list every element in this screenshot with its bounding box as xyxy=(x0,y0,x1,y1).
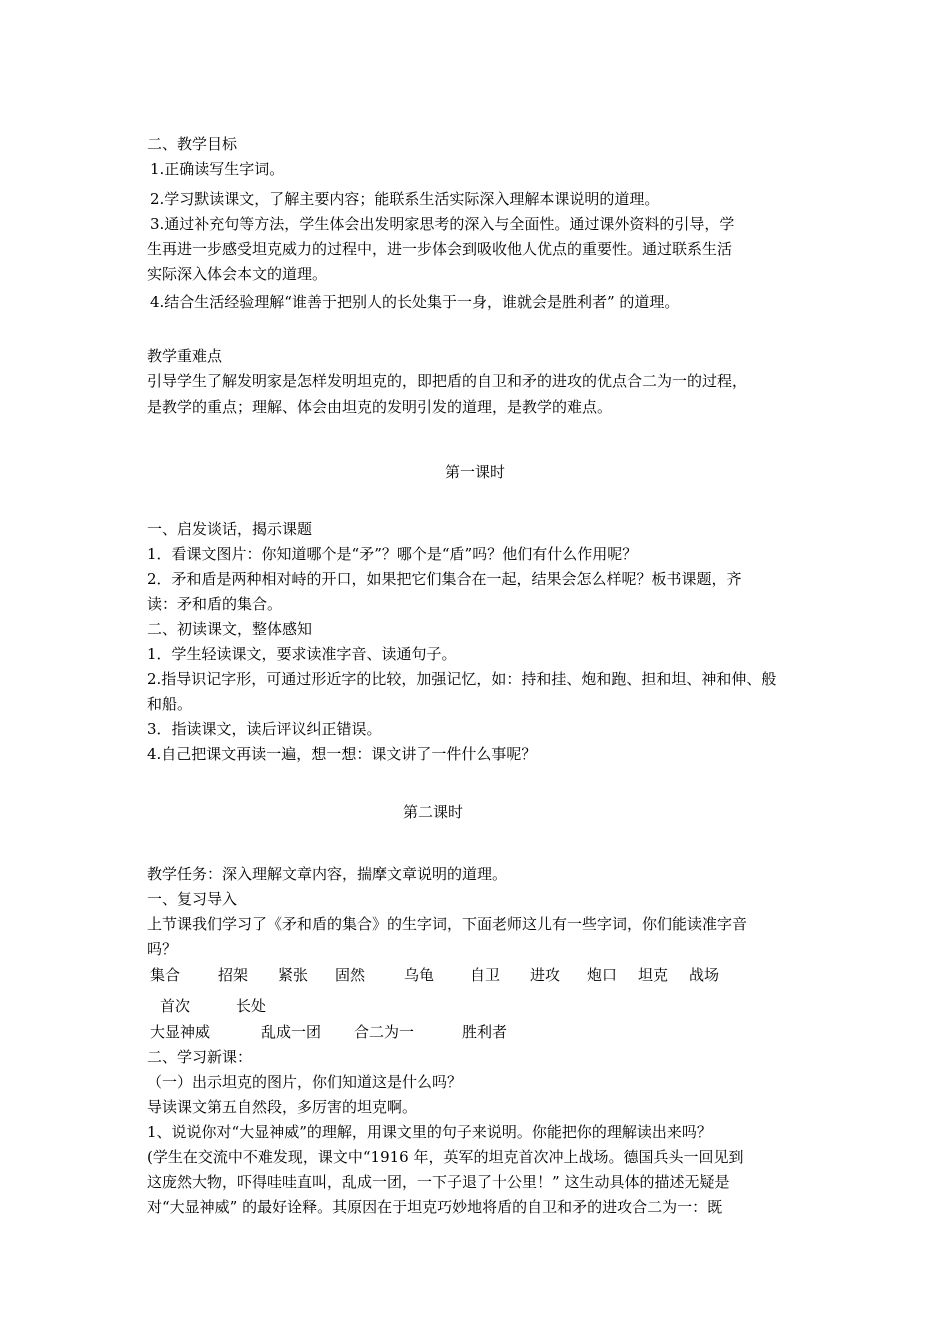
lesson-1-item-2-1: 1．学生轻读课文，要求读准字音、读通句子。 xyxy=(147,645,457,663)
vocab-word: 大显神威 xyxy=(150,1023,211,1041)
vocab-word: 胜利者 xyxy=(462,1023,508,1041)
lesson-1-item-1-1: 1．看课文图片：你知道哪个是“矛”？哪个是“盾”吗？他们有什么作用呢？ xyxy=(147,545,638,563)
goal-item-3-line-2: 生再进一步感受坦克威力的过程中，进一步体会到吸收他人优点的重要性。通过联系生活 xyxy=(147,240,733,258)
lesson-1-item-2-3: 3．指读课文，读后评议纠正错误。 xyxy=(147,720,382,738)
vocab-word: 炮口 xyxy=(587,966,618,984)
goal-item-2: 2.学习默读课文，了解主要内容；能联系生活实际深入理解本课说明的道理。 xyxy=(150,190,660,208)
keypoints-heading: 教学重难点 xyxy=(147,347,223,365)
vocab-word: 进攻 xyxy=(530,966,561,984)
vocab-word: 战场 xyxy=(689,966,720,984)
lesson-2-question-1-line-3: 这庞然大物，吓得哇哇直叫，乱成一团，一下子退了十公里！” 这生动具体的描述无疑是 xyxy=(147,1173,730,1191)
lesson-1-item-2-2-line-2: 和船。 xyxy=(147,695,193,713)
lesson-1-item-1-2-line-1: 2．矛和盾是两种相对峙的开口，如果把它们集合在一起，结果会怎么样呢？板书课题，齐 xyxy=(147,570,742,588)
lesson-2-question-1-line-2: (学生在交流中不难发现，课文中“1916 年，英军的坦克首次冲上战场。德国兵头一回见到 xyxy=(147,1148,744,1166)
vocab-word: 长处 xyxy=(236,997,267,1015)
goals-heading: 二、教学目标 xyxy=(147,135,238,153)
lesson-2-intro-line-1: 上节课我们学习了《矛和盾的集合》的生字词，下面老师这儿有一些字词，你们能读准字音 xyxy=(147,915,748,933)
keypoints-line-1: 引导学生了解发明家是怎样发明坦克的，即把盾的自卫和矛的进攻的优点合二为一的过程， xyxy=(147,372,748,390)
vocab-word: 紧张 xyxy=(278,966,309,984)
vocab-word: 招架 xyxy=(218,966,249,984)
lesson-2-question-1: 1、说说你对“大显神威”的理解，用课文里的句子来说明。你能把你的理解读出来吗？ xyxy=(147,1123,712,1141)
lesson-2-question-1-line-4: 对“大显神威” 的最好诠释。其原因在于坦克巧妙地将盾的自卫和矛的进攻合二为一：既 xyxy=(147,1198,723,1216)
goal-item-4: 4.结合生活经验理解“谁善于把别人的长处集于一身，谁就会是胜利者” 的道理。 xyxy=(150,293,680,311)
vocab-word: 集合 xyxy=(150,966,181,984)
vocab-word: 首次 xyxy=(160,997,191,1015)
lesson-2-task: 教学任务：深入理解文章内容，揣摩文章说明的道理。 xyxy=(147,865,508,883)
lesson-2-section-1-heading: 一、复习导入 xyxy=(147,890,238,908)
vocab-word: 坦克 xyxy=(638,966,669,984)
vocab-word: 固然 xyxy=(335,966,366,984)
lesson-1-item-2-2-line-1: 2.指导识记字形，可通过形近字的比较，加强记忆，如：持和挂、炮和跑、担和坦、神和伸、般 xyxy=(147,670,777,688)
lesson-2-intro-line-2: 吗？ xyxy=(147,940,178,958)
lesson-1-item-2-4: 4.自己把课文再读一遍，想一想：课文讲了一件什么事呢？ xyxy=(147,745,537,763)
lesson-2-title: 第二课时 xyxy=(403,803,464,821)
vocab-word: 乱成一团 xyxy=(261,1023,322,1041)
vocab-word: 自卫 xyxy=(470,966,501,984)
lesson-2-guide: 导读课文第五自然段，多厉害的坦克啊。 xyxy=(147,1098,418,1116)
goal-item-3-line-3: 实际深入体会本文的道理。 xyxy=(147,265,328,283)
goal-item-1: 1.正确读写生字词。 xyxy=(150,160,285,178)
lesson-1-section-2-heading: 二、初读课文，整体感知 xyxy=(147,620,313,638)
keypoints-line-2: 是教学的重点；理解、体会由坦克的发明引发的道理，是教学的难点。 xyxy=(147,398,613,416)
vocab-word: 乌龟 xyxy=(404,966,435,984)
lesson-1-title: 第一课时 xyxy=(444,463,505,481)
lesson-2-section-2-heading: 二、学习新课： xyxy=(147,1048,253,1066)
lesson-1-item-1-2-line-2: 读：矛和盾的集合。 xyxy=(147,595,283,613)
vocab-word: 合二为一 xyxy=(354,1023,415,1041)
lesson-1-section-1-heading: 一、启发谈话，揭示课题 xyxy=(147,520,313,538)
goal-item-3-line-1: 3.通过补充句等方法，学生体会出发明家思考的深入与全面性。通过课外资料的引导，学 xyxy=(150,215,735,233)
lesson-2-subsection-1: （一）出示坦克的图片，你们知道这是什么吗？ xyxy=(147,1073,463,1091)
